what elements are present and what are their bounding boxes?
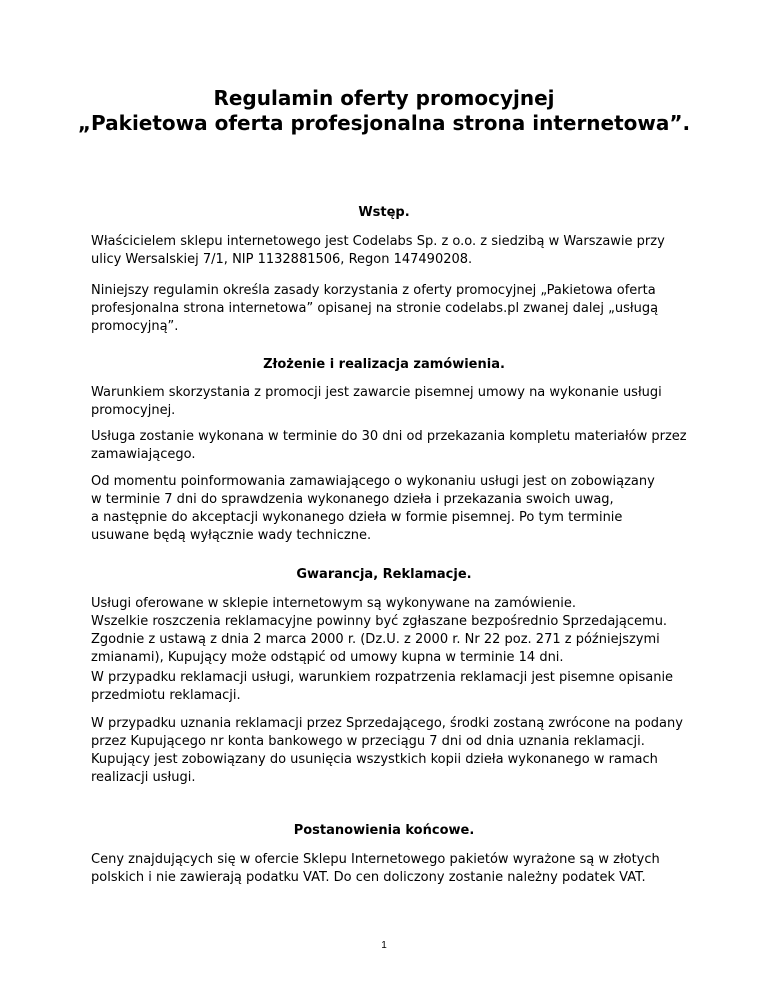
paragraph: W przypadku uznania reklamacji przez Sprzedającego, środki zostaną zwrócone na podany przez Kupującego nr konta bankowego w przeciągu 7 dni od dnia uznania reklamacji. Kupujący jest zobowiązany do usunięcia wszystkich kopii dzieła wykonanego w ramach realizacji usługi.: [91, 716, 683, 785]
paragraph: Od momentu poinformowania zamawiającego o wykonaniu usługi jest on zobowiązany w terminie 7 dni do sprawdzenia wykonanego dzieła i przekazania swoich uwag, a następnie do akceptacji wykonanego dzieła w formie pisemnej. Po tym terminie usuwane będą wyłącznie wady techniczne.: [91, 474, 655, 543]
paragraph: Usługi oferowane w sklepie internetowym są wykonywane na zamówienie. Wszelkie roszczenia reklamacyjne powinny być zgłaszane bezpośrednio Sprzedającemu. Zgodnie z ustawą z dnia 2 marca 2000 r. (Dz.U. z 2000 r. Nr 22 poz. 271 z późniejszymi zmianami), Kupujący może odstąpić od umowy kupna w terminie 14 dni.: [91, 596, 668, 665]
document-title: [0, 86, 768, 136]
paragraph: Niniejszy regulamin określa zasady korzystania z oferty promocyjnej „Pakietowa oferta profesjonalna strona internetowa” opisanej na stronie codelabs.pl zwanej dalej „usługą promocyjną”.: [91, 283, 659, 334]
title-line: Regulamin oferty promocyjnej: [213, 86, 555, 110]
section-heading-warranty: Gwarancja, Reklamacje.: [296, 567, 472, 582]
title-line: „Pakietowa oferta profesjonalna strona internetowa”.: [77, 111, 691, 135]
paragraph: Ceny znajdujących się w ofercie Sklepu Internetowego pakietów wyrażone są w złotych polskich i nie zawierają podatku VAT. Do cen doliczony zostanie należny podatek VAT.: [91, 852, 660, 885]
section-heading-final: Postanowienia końcowe.: [293, 823, 475, 838]
page-number: 1: [381, 940, 387, 951]
paragraph: Usługa zostanie wykonana w terminie do 30 dni od przekazania kompletu materiałów przez zamawiającego.: [91, 429, 687, 462]
section-heading-order: Złożenie i realizacja zamówienia.: [263, 357, 505, 372]
paragraph: Właścicielem sklepu internetowego jest Codelabs Sp. z o.o. z siedzibą w Warszawie przy ulicy Wersalskiej 7/1, NIP 1132881506, Regon 147490208.: [91, 234, 665, 267]
paragraph: W przypadku reklamacji usługi, warunkiem rozpatrzenia reklamacji jest pisemne opisanie przedmiotu reklamacji.: [91, 670, 674, 703]
paragraph: Warunkiem skorzystania z promocji jest zawarcie pisemnej umowy na wykonanie usługi promocyjnej.: [91, 385, 662, 418]
section-heading-intro: Wstęp.: [358, 205, 410, 220]
